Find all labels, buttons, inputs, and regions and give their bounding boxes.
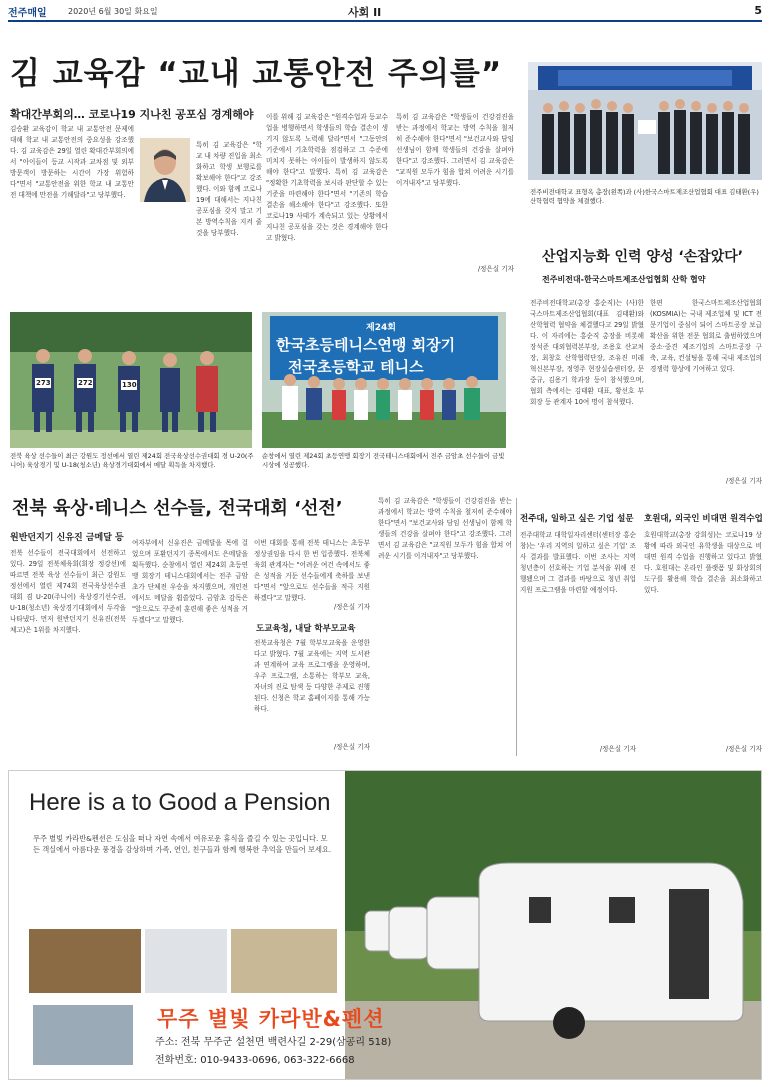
athletics-photo-caption: 전북 육상 선수들이 최근 강원도 정선에서 열린 제24회 전국육상선수권대회 경 U-20(주니어) 육상경기 및 U-18(청소년) 육상경기대회에서 메달 획득을 차지했다. xyxy=(10,452,254,469)
masthead-section: 사회 II xyxy=(348,6,382,19)
top-story-byline: /정은실 기자 xyxy=(477,265,514,273)
column-a-title: 도교육청, 내달 학부모교육 xyxy=(256,624,356,634)
pension-advertisement xyxy=(8,770,762,1080)
column-c-byline: /정은실 기자 xyxy=(725,745,762,753)
sports-col1: 전북 선수들이 전국대회에서 선전하고 있다. 29일 전북체육회(회장 정강선)에 따르면 전북 육상 선수들이 최근 강원도 정선에서 열린 제74회 전국육상선수권대회 겸 U-20(주니어) 육상경기선수권, U-18(청소년) 육상경기대회에서 두각을 나타냈다. 먼저 원반던지기 신유진(전북체고)은 1위를 차지했다. xyxy=(10,549,126,634)
sports-col3: 이번 대회를 통해 전북 테니스는 초등부 정상권임을 다시 한 번 입증했다. 전북체육회 관계자는 "어려운 여건 속에서도 좋은 성적을 거둔 선수들에게 축하를 보낸다"면서 "앞으로도 선수들을 적극 지원하겠다"고 말했다. xyxy=(254,539,370,602)
column-a-body: 전북교육청은 7월 학부모교육을 운영한다고 밝혔다. 7월 교육에는 지역 도서관과 연계하여 교육 프로그램을 운영하며, 우주 프로그램, 소통하는 학부모 교육, 자녀의 진로 탐색 등 다양한 주제로 진행된다. 신청은 학교 홈페이지를 통해 가능하다. xyxy=(254,639,370,713)
column-divider xyxy=(516,498,517,756)
sports-col2: 여자부에서 신유진은 금메달을 목에 걸었으며 포환던지기 종목에서도 은메달을 획득했다. 순창에서 열린 제24회 초등연맹 회장기 테니스대회에서는 전주 금암초가 단체전 우승을 차지했으며, 개인전에서도 메달을 휩쓸었다. 금암초 감독은 "앞으로도 꾸준히 훈련해 좋은 성적을 거두겠다"고 말했다. xyxy=(132,539,248,624)
ad-business-name: 무주 별빛 카라반&펜션 xyxy=(157,1007,385,1031)
tennis-photo-caption: 순창에서 열린 제24회 초등연맹 회장기 전국테니스대회에서 전주 금암초 선수들이 금빛 시상에 성공했다. xyxy=(262,452,505,469)
industry-col2: 한편 한국스마트제조산업협회(KOSMIA)는 국내 제조업체 및 ICT 전문기업이 중심이 되어 스마트공장 보급 확산을 위한 전문 협회로 출범하였으며 중소·중견 제조기업의 스마트공장 구축, 교육, 컨설팅을 통해 국내 제조업의 경쟁력 향상에 기여하고 있다. xyxy=(650,299,762,373)
industry-col1: 전주비전대학교(총장 홍순직)는 (사)한국스마트제조산업협회(대표 김태환)와 산학협력 협약을 체결했다고 29일 밝혔다. 이 자리에는 홍순직 총장을 비롯해 장석준 대외협력본부장, 조용호 산교처장, 최창호 산학협력단장, 조유진 미래혁신본부장, 정영주 현장실습센터장, 문중규, 김용기 학과장 등이 참석했으며, 협회 측에서는 김태환 대표, 황선호 부회장 등 관계자 10여 명이 참석했다. xyxy=(530,299,644,406)
masthead-brand: 전주매일 xyxy=(8,8,47,19)
page-number: 5 xyxy=(754,4,762,17)
athlete-bib-2: 272 xyxy=(78,379,93,387)
ad-address: 주소: 전북 무주군 설천면 백련사길 2-29(삼공리 518) xyxy=(155,1037,392,1048)
top-story-col3: 이를 위해 김 교육감은 "원격수업과 등교수업을 병행하면서 학생들의 학습 결손이 생기지 않도록 노력해 달라"면서 "그동안의 기준에서 기초학력을 점검하고 그 수준에 미치지 못하는 아이들이 발생하지 않도록 해야 한다"고 말했다. 특히 김 교육감은 "정확한 기초학력을 보시라 판단할 수 있는 기준을 마련해야 한다"면서 "기존의 학습 결손을 해소해야 한다"고 강조했다. 또한 코로나19 사태가 계속되고 있는 상황에서 지나친 공포심을 갖는 것은 경계해야 한다고 밝혔다. xyxy=(266,113,388,242)
top-story-col1: 김승환 교육감이 학교 내 교통안전 문제에 대해 학교 내 교통안전의 중요성을 강조했다. 김 교육감은 29일 열린 확대간부회의에서 "아이들이 등교 시작과 교차점 및 외부 방문객이 방문하는 시간이 가장 위험하다"면서 "교통안전을 위한 학교 내 교통안전 대책에 만전을 기해달라"고 당부했다. xyxy=(10,125,134,199)
sports-subhead: 원반던지기 신유진 금메달 등 xyxy=(10,533,124,543)
agreement-photo xyxy=(528,62,762,180)
portrait-photo xyxy=(140,138,190,202)
tennis-photo xyxy=(262,312,506,448)
industry-subhead: 전주비전대-한국스마트제조산업협회 산학 협약 xyxy=(542,275,706,284)
top-headline: 김 교육감 “교내 교통안전 주의를” xyxy=(10,56,503,92)
top-story-col2: 특히 김 교육감은 "학교 내 차량 진입을 최소화하고 학생 보행로를 확보해야 한다"고 강조했다. 이와 함께 코로나19에 대해서는 지나친 공포심을 갖지 말고 기본 방역수칙을 지켜 줄 것을 당부했다. xyxy=(196,141,262,237)
sports-headline: 전북 육상·테니스 선수들, 전국대회 ‘선전’ xyxy=(12,498,343,519)
sports-byline: /정은실 기자 xyxy=(333,603,370,611)
athlete-bib-3: 130 xyxy=(122,381,137,389)
athlete-bib-1: 273 xyxy=(36,379,51,387)
industry-byline: /정은실 기자 xyxy=(725,477,762,485)
top-subhead: 확대간부회의… 코로나19 지나친 공포심 경계해야 xyxy=(10,108,254,121)
masthead xyxy=(8,4,762,20)
ad-slogan: Here is a to Good a Pension xyxy=(29,789,331,816)
agreement-photo-caption: 전주비전대학교 표형옥 총장(왼쪽)과 (사)한국스마트제조산업협회 대표 김태환(우) 산학협력 협약을 체결했다. xyxy=(530,188,759,205)
ad-phone: 전화번호: 010-9433-0696, 063-322-6668 xyxy=(155,1055,355,1066)
tennis-banner-line1: 제24회 xyxy=(366,323,396,333)
masthead-rule xyxy=(8,20,762,22)
column-b-byline: /정은실 기자 xyxy=(599,745,636,753)
top-story-col4: 특히 김 교육감은 "학생들이 건강검진을 받는 과정에서 학교는 방역 수칙을 철저히 준수해야 한다"면서 "보건교사와 담임 선생님이 함께 학생들의 건강을 살펴야 한다"고 강조했다. 그러면서 김 교육감은 "교직원 모두가 힘을 합쳐 어려운 시기를 이겨내자"고 당부했다. xyxy=(396,113,514,187)
ad-body-text: 무주 별빛 카라반&펜션은 도심을 떠나 자연 속에서 여유로운 휴식을 즐길 수 있는 곳입니다. 모든 객실에서 아름다운 풍경을 감상하며 가족, 연인, 친구들과 함께 행복한 추억을 만들어 보세요. xyxy=(33,834,332,854)
column-b-body: 전주대학교 대학일자리센터(센터장 홍순창)는 '우리 지역의 일하고 싶은 기업' 조사 결과를 발표했다. 이번 조사는 지역 청년층이 선호하는 기업 분석을 위해 진행됐으며 그 결과를 바탕으로 청년 취업 지원 프로그램을 마련할 예정이다. xyxy=(520,531,636,594)
column-c-title: 호원대, 외국인 비대면 원격수업 xyxy=(644,514,763,524)
tennis-banner-line3: 전국초등학교 테니스 xyxy=(288,358,424,376)
sports-continuation: 특히 김 교육감은 "학생들이 건강검진을 받는 과정에서 학교는 방역 수칙을 철저히 준수해야 한다"면서 "보건교사와 담임 선생님이 함께 학생들의 건강을 살펴야 한다"고 강조했다. 그러면서 김 교육감은 "교직원 모두가 힘을 합쳐 어려운 시기를 이겨내자"고 당부했다. xyxy=(378,497,512,560)
column-b-title: 전주대, 일하고 싶은 기업 설문 xyxy=(520,514,634,524)
column-a-byline: /정은실 기자 xyxy=(333,743,370,751)
masthead-date: 2020년 6월 30일 화요일 xyxy=(68,7,158,16)
tennis-banner-line2: 한국초등테니스연맹 회장기 xyxy=(276,336,456,354)
athletics-photo xyxy=(10,312,252,448)
industry-headline: 산업지능화 인력 양성 ‘손잡았다’ xyxy=(542,249,744,265)
column-c-body: 호원대학교(총장 강희성)는 코로나19 상황에 따라 외국인 유학생을 대상으로 비대면 원격 수업을 진행하고 있다고 밝혔다. 호원대는 온라인 플랫폼 및 화상회의 도구를 활용해 학습 결손을 최소화하고 있다. xyxy=(644,531,762,594)
